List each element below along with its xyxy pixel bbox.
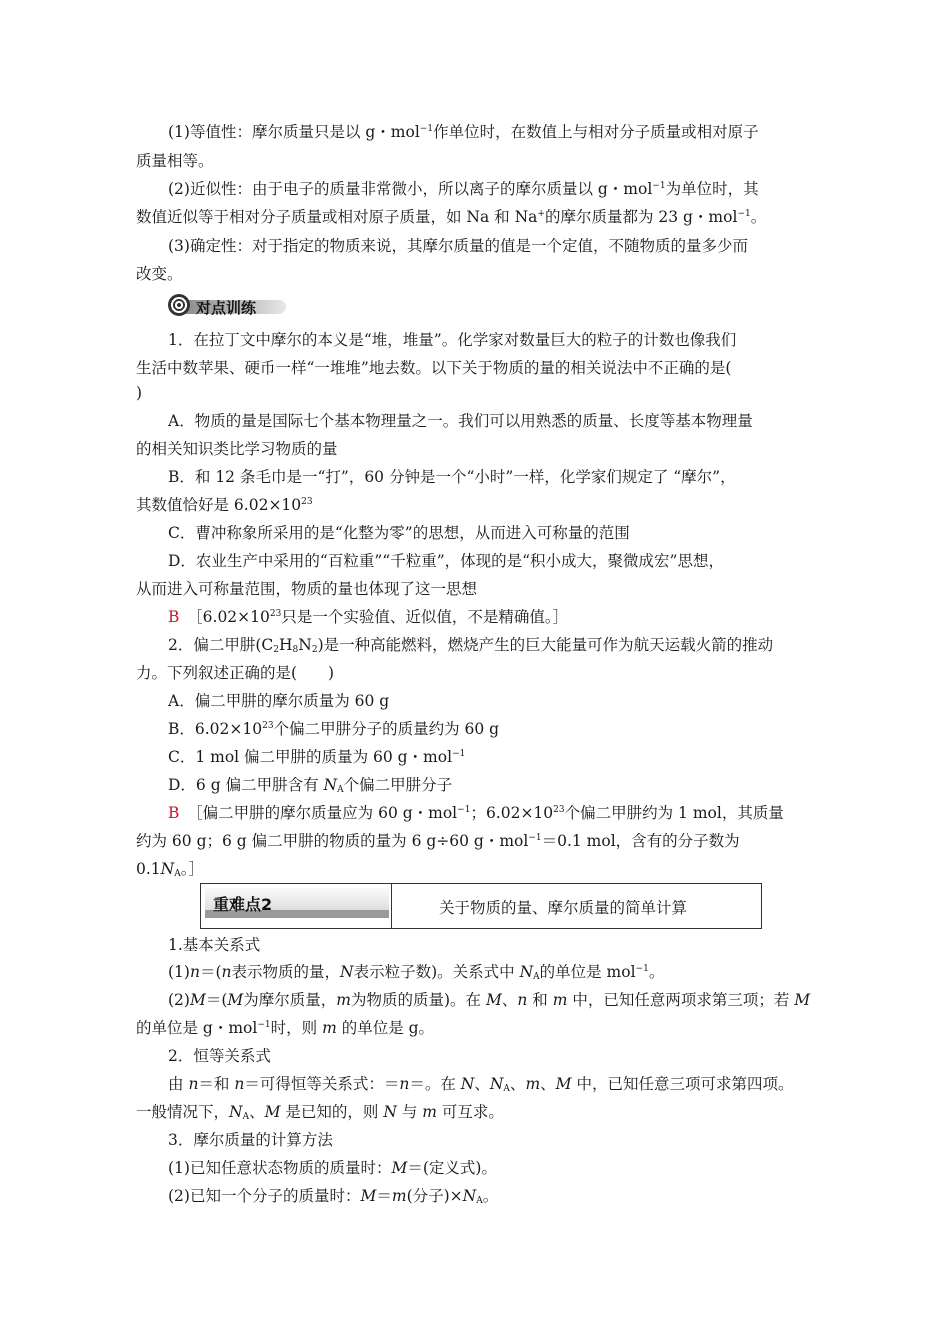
q2-stem-line-1: 2．偏二甲肼$(C_2H_8N_2)$是一种高能燃料，燃烧产生的巨大能量可作为航天运载火箭的推动 — [168, 636, 774, 655]
q2-option-c: C．1 mol 偏二甲肼的质量为 60 g・mol$^{-1}$ — [168, 748, 466, 766]
heading-molar-mass-methods: 3．摩尔质量的计算方法 — [168, 1131, 333, 1149]
body-line-4: 由 n＝和 n＝可得恒等关系式：＝n＝。在 N、$N_A$、m、M 中，已知任意三项可求第四项。 — [168, 1075, 794, 1094]
q2-answer-line-2: 约为 60 g；6 g 偏二甲肼的物质的量为 6 g÷60 g・mol$^{-1}$＝0.1 mol，含有的分子数为 — [136, 832, 740, 850]
q2-answer-line-3: $0.1N_A$。］ — [136, 860, 204, 879]
note-1-line-2: 质量相等。 — [136, 152, 214, 170]
body-line-3: 的单位是 g・mol$^{-1}$时，则 m 的单位是 g。 — [136, 1019, 435, 1037]
q1-answer: B — [168, 608, 180, 626]
note-3-line-2: 改变。 — [136, 265, 183, 283]
body-line-6: (1)已知任意状态物质的质量时：M＝(定义式)。 — [168, 1159, 497, 1177]
q1-option-a-line-1: A．物质的量是国际七个基本物理量之一。我们可以用熟悉的质量、长度等基本物理量 — [168, 412, 753, 430]
q1-stem-line-3: ) — [136, 384, 143, 402]
section-tag — [205, 888, 389, 918]
section-title: 关于物质的量、摩尔质量的简单计算 — [439, 899, 688, 917]
q1-stem-line-1: 1．在拉丁文中摩尔的本义是“堆，堆量”。化学家对数量巨大的粒子的计数也像我们 — [168, 331, 737, 349]
heading-basic-relations: 1.基本关系式 — [168, 936, 261, 954]
section-divider — [391, 884, 392, 928]
q2-answer: B — [168, 804, 180, 822]
section-header — [200, 883, 762, 929]
q2-answer-line-1: B ［偏二甲肼的摩尔质量应为 60 g・mol$^{-1}$；$6.02\times 10^{23}$个偏二甲肼约为 1 mol，其质量 — [168, 804, 784, 822]
banner-label: 对点训练 — [196, 299, 257, 317]
section-tag-label: 重难点2 — [213, 895, 273, 914]
body-line-5: 一般情况下，$N_A$、M 是已知的，则 N 与 m 可互求。 — [136, 1103, 504, 1122]
target-icon — [168, 294, 190, 316]
note-2-line-1: (2)近似性：由于电子的质量非常微小，所以离子的摩尔质量以 g・mol$^{-1}$为单位时，其 — [168, 180, 759, 198]
q1-answer-line: B $[6.02\times 10^{23}$只是一个实验值、近似值，不是精确值。］ — [168, 608, 569, 626]
q2-option-b: B．$6.02\times 10^{23}$个偏二甲肼分子的质量约为 60 g — [168, 720, 500, 738]
body-line-2: (2)M＝(M为摩尔质量，m为物质的质量)。在 M、n 和 m 中，已知任意两项求第三项；若 M — [168, 991, 811, 1009]
body-line-1: (1)n＝(n表示物质的量，N表示粒子数)。关系式中 $N_A$的单位是 mol$^{-1}$。 — [168, 963, 665, 982]
q1-option-b-line-1: B．和 12 条毛巾是一“打”，60 分钟是一个“小时”一样，化学家们规定了 “摩尔”， — [168, 468, 736, 486]
note-2-line-2: 数值近似等于相对分子质量或相对原子质量，如 Na 和 Na+的摩尔质量都为 23 g・mol$^{-1}$。 — [136, 208, 767, 226]
note-1-line-1: (1)等值性：摩尔质量只是以 g・mol$^{-1}$作单位时，在数值上与相对分子质量或相对原子 — [168, 123, 759, 141]
q2-option-d: D．6 g 偏二甲肼含有 $N_A$个偏二甲肼分子 — [168, 776, 453, 795]
heading-identity-relations: 2．恒等关系式 — [168, 1047, 271, 1065]
q1-option-b-line-2: 其数值恰好是 $6.02\times 10^{23}$ — [136, 496, 313, 514]
q2-option-a: A．偏二甲肼的摩尔质量为 60 g — [168, 692, 390, 710]
q1-option-d-line-2: 从而进入可称量范围，物质的量也体现了这一思想 — [136, 580, 478, 598]
q1-stem-line-2: 生活中数苹果、硬币一样“一堆堆”地去数。以下关于物质的量的相关说法中不正确的是( — [136, 359, 732, 377]
note-3-line-1: (3)确定性：对于指定的物质来说，其摩尔质量的值是一个定值，不随物质的量多少而 — [168, 237, 748, 255]
body-line-7: (2)已知一个分子的质量时：M＝m(分子)$\times N_A$。 — [168, 1187, 499, 1206]
q2-stem-line-2: 力。下列叙述正确的是( ) — [136, 664, 335, 682]
q1-option-a-line-2: 的相关知识类比学习物质的量 — [136, 440, 338, 458]
practice-banner — [168, 294, 286, 318]
q1-option-d-line-1: D．农业生产中采用的“百粒重”“千粒重”，体现的是“积小成大，聚微成宏”思想， — [168, 552, 724, 570]
q1-option-c: C．曹冲称象所采用的是“化整为零”的思想，从而进入可称量的范围 — [168, 524, 630, 542]
